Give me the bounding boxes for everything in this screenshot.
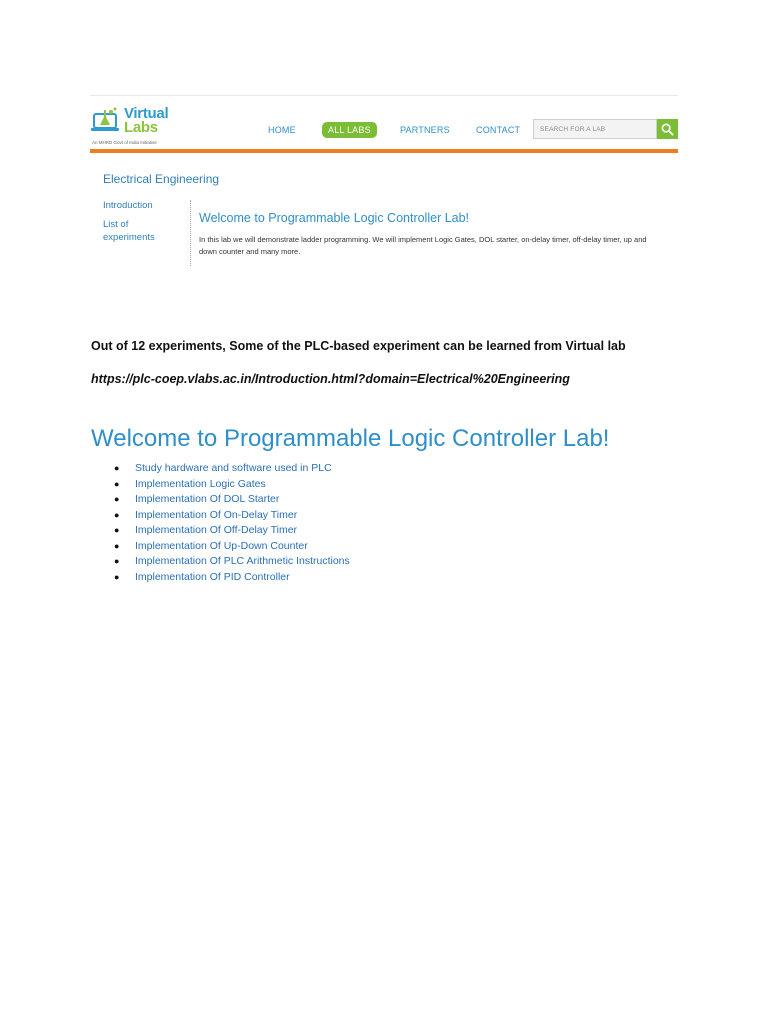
nav-all-labs[interactable]: ALL LABS (322, 122, 377, 138)
virtual-labs-screenshot (90, 95, 678, 287)
header-accent-bar (90, 149, 678, 153)
experiment-list (91, 461, 350, 585)
bullet-icon: ● (114, 540, 120, 551)
experiment-label: Implementation Of PLC Arithmetic Instructions (135, 555, 350, 567)
search-icon (661, 123, 674, 136)
list-item[interactable] (91, 523, 350, 539)
experiment-label: Implementation Logic Gates (135, 477, 266, 490)
experiment-label: Implementation Of On-Delay Timer (135, 508, 298, 521)
experiment-label: Implementation Of DOL Starter (135, 493, 280, 505)
nav-partners[interactable]: PARTNERS (400, 125, 450, 135)
lab-url[interactable]: https://plc-coep.vlabs.ac.in/Introduction.html?domain=Electrical%20Engineering (91, 372, 570, 386)
search-input[interactable] (534, 120, 656, 138)
sidebar-divider (190, 200, 191, 266)
bullet-icon: ● (114, 525, 120, 535)
bullet-icon: ● (114, 571, 120, 582)
lab-intro-paragraph: In this lab we will demonstrate ladder programming. We will implement Logic Gates, DOL starter, on-delay timer, off-delay timer, up and down counter and many more. (199, 235, 647, 256)
nav-home[interactable]: HOME (268, 125, 296, 135)
search-box (533, 119, 657, 139)
experiment-label: Implementation Of Up-Down Counter (135, 539, 308, 552)
experiment-label: Implementation Of Off-Delay Timer (135, 524, 298, 536)
list-item[interactable] (91, 492, 350, 508)
page-heading: Welcome to Programmable Logic Controller Lab! (91, 425, 610, 453)
experiment-label: Study hardware and software used in PLC (135, 462, 332, 474)
logo-word-virtual: Virtual (124, 105, 169, 122)
bullet-icon: ● (114, 463, 120, 473)
department-title[interactable]: Electrical Engineering (103, 172, 220, 186)
bullet-icon: ● (114, 509, 120, 520)
experiments-note: Out of 12 experiments, Some of the PLC-based experiment can be learned from Virtual lab (91, 339, 626, 353)
experiment-label: Implementation Of PID Controller (135, 570, 290, 583)
search-button[interactable] (657, 119, 678, 139)
list-item[interactable] (91, 477, 350, 493)
logo-word-labs: Labs (124, 119, 158, 136)
bullet-icon: ● (114, 494, 120, 504)
list-item[interactable] (91, 570, 350, 586)
bullet-icon: ● (114, 478, 120, 489)
top-border (90, 95, 678, 96)
list-item[interactable] (91, 539, 350, 555)
logo-tagline: An MHRD Govt of India Initiative (92, 140, 157, 145)
bullet-icon: ● (114, 556, 120, 566)
list-item[interactable] (91, 554, 350, 570)
list-item[interactable] (91, 461, 350, 477)
sidebar-item-introduction[interactable]: Introduction (103, 200, 153, 211)
lab-welcome-heading: Welcome to Programmable Logic Controller Lab! (199, 211, 470, 225)
sidebar-item-list-of-experiments[interactable]: List of experiments (103, 219, 155, 243)
list-item[interactable] (91, 508, 350, 524)
nav-contact[interactable]: CONTACT (476, 125, 521, 135)
